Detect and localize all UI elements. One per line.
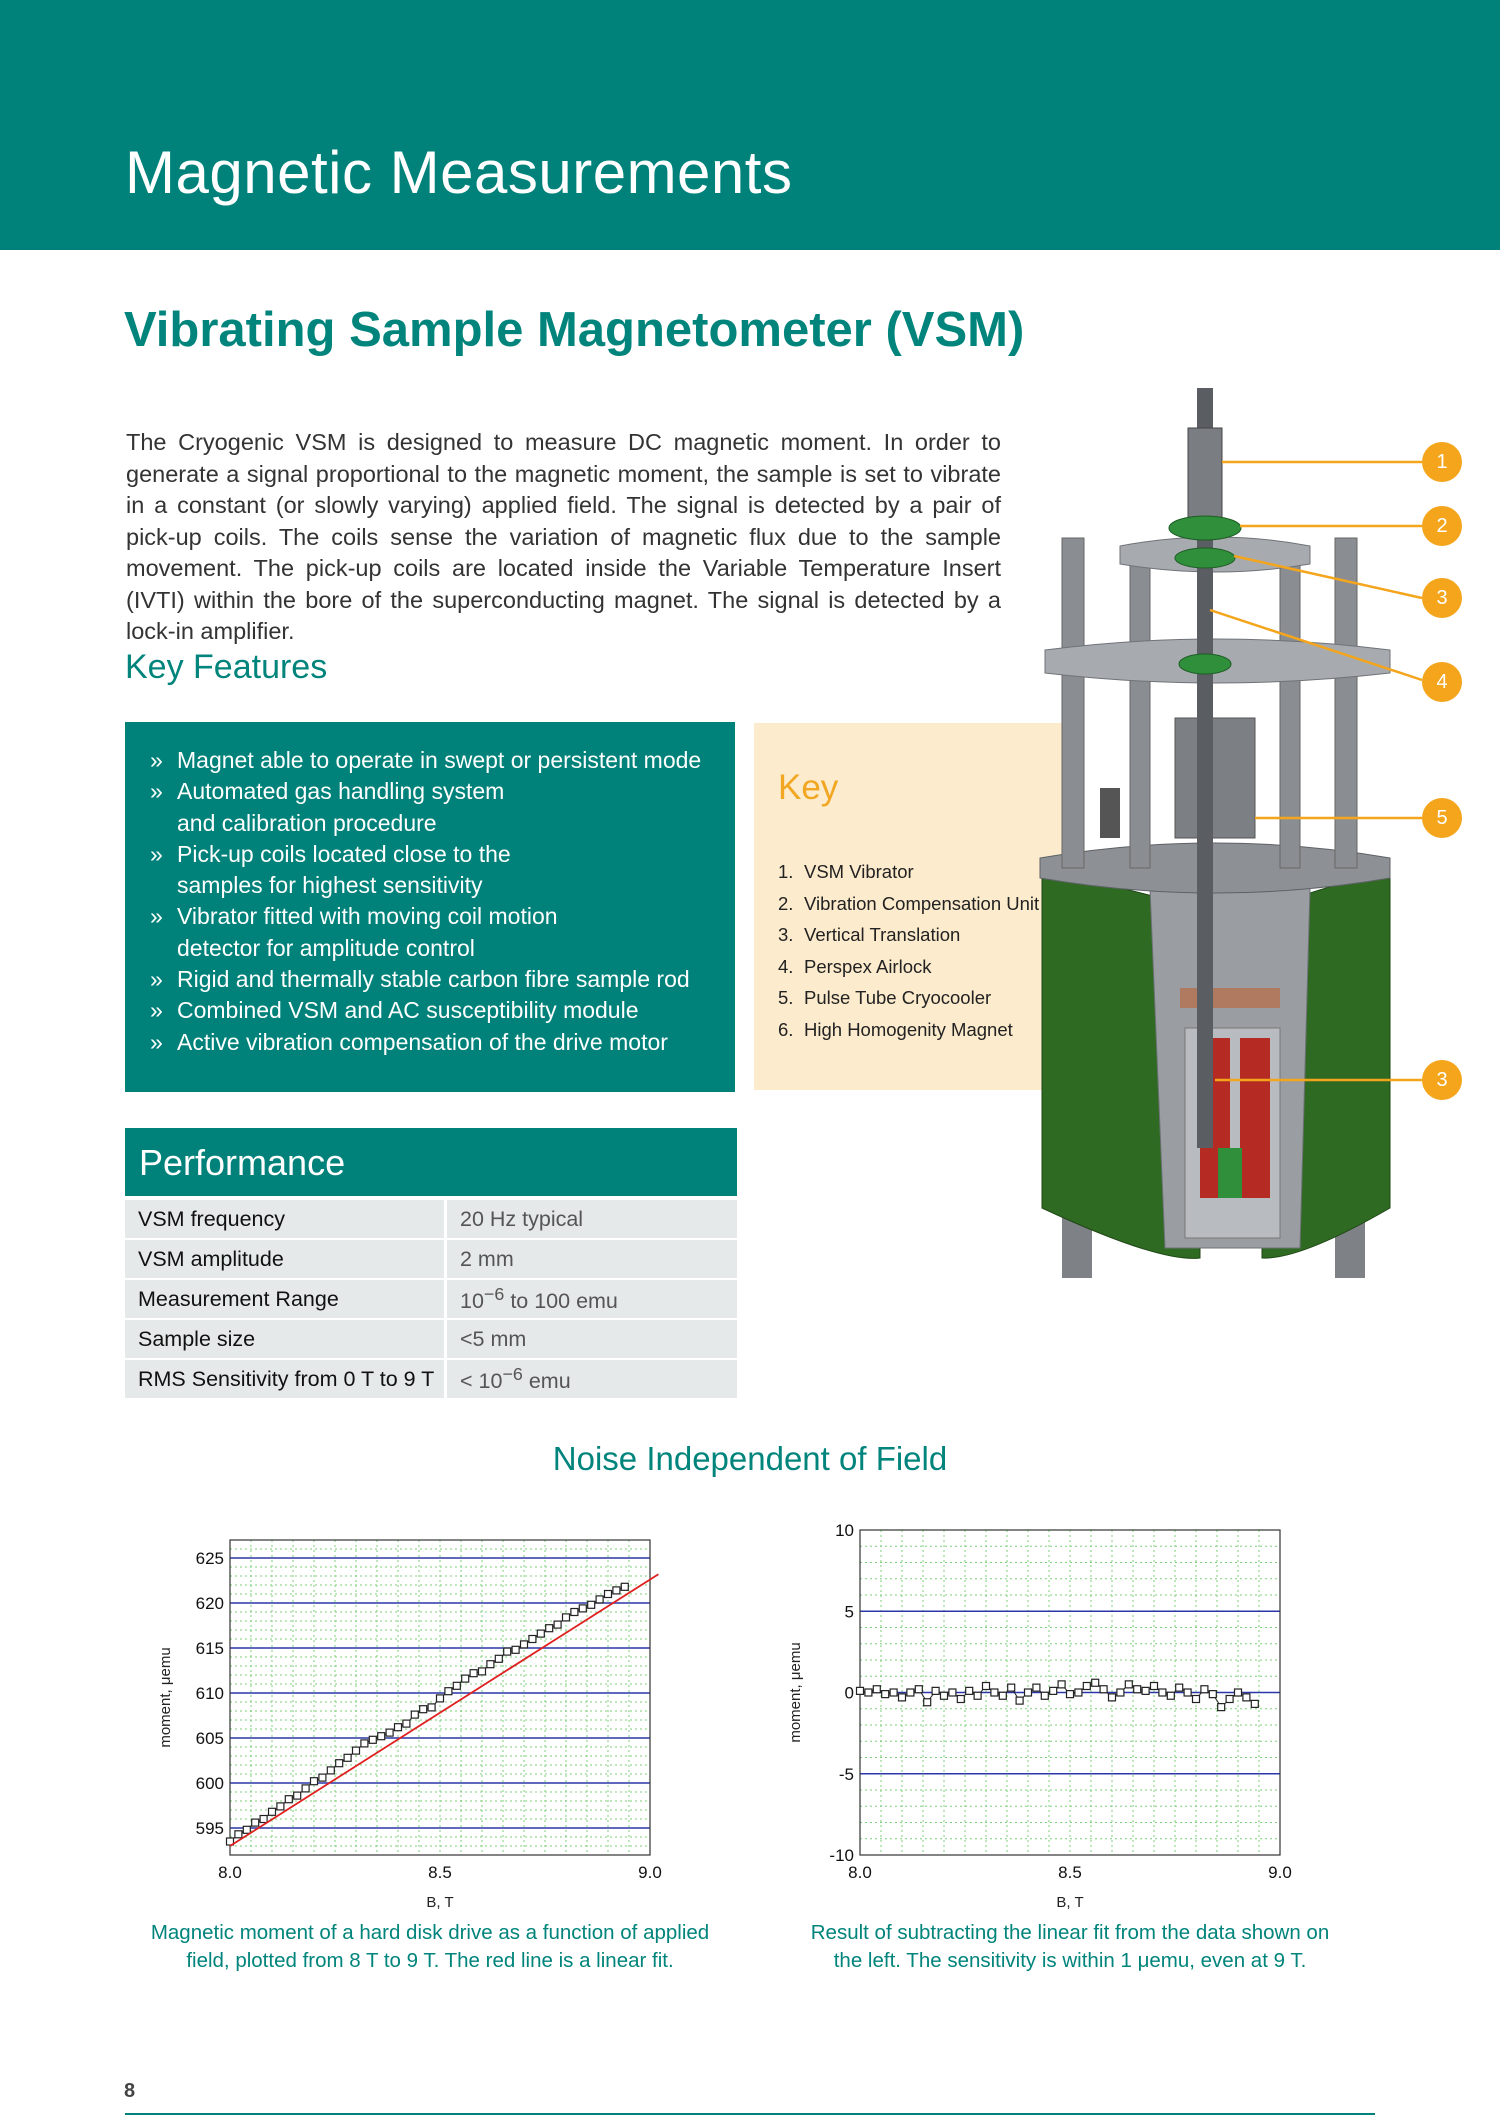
data-point — [1218, 1704, 1225, 1711]
performance-value: 20 Hz typical — [447, 1200, 737, 1238]
key-feature-item — [150, 839, 730, 902]
x-tick-label: 8.0 — [218, 1863, 242, 1882]
data-point — [1075, 1689, 1082, 1696]
performance-row — [125, 1280, 737, 1318]
y-tick-label: -10 — [829, 1846, 854, 1865]
performance-row — [125, 1360, 737, 1398]
data-point — [529, 1636, 536, 1643]
data-point — [395, 1724, 402, 1731]
x-axis-label: B, T — [426, 1894, 454, 1911]
data-point — [1117, 1689, 1124, 1696]
data-point — [1016, 1697, 1023, 1704]
data-point — [571, 1609, 578, 1616]
key-feature-item — [150, 776, 730, 839]
y-tick-label: 600 — [195, 1774, 224, 1793]
bullet-icon: » — [150, 840, 163, 867]
callout-line — [1234, 556, 1422, 598]
performance-value: 2 mm — [447, 1240, 737, 1278]
key-item-number: 3. — [778, 924, 794, 945]
data-point — [1201, 1686, 1208, 1693]
data-point — [999, 1692, 1006, 1699]
y-tick-label: 605 — [195, 1729, 224, 1748]
y-tick-label: -5 — [838, 1764, 854, 1784]
data-point — [243, 1826, 250, 1833]
y-tick-label: 610 — [195, 1684, 224, 1703]
data-point — [1092, 1679, 1099, 1686]
key-item-label: Vertical Translation — [804, 924, 961, 945]
data-point — [1067, 1691, 1074, 1698]
y-tick-label: 625 — [195, 1549, 224, 1568]
data-point — [857, 1687, 864, 1694]
data-point — [487, 1661, 494, 1668]
callout-badge: 2 — [1422, 506, 1462, 546]
key-feature-item — [150, 995, 730, 1026]
key-feature-text: Combined VSM and AC susceptibility module — [177, 997, 639, 1024]
performance-row — [125, 1200, 737, 1238]
y-axis-label: moment, μemu — [787, 1642, 804, 1743]
data-point — [1209, 1691, 1216, 1698]
data-point — [386, 1729, 393, 1736]
data-point — [924, 1699, 931, 1706]
data-point — [504, 1648, 511, 1655]
footer-rule — [125, 2113, 1375, 2115]
data-point — [966, 1687, 973, 1694]
data-point — [563, 1614, 570, 1621]
key-feature-item — [150, 901, 730, 964]
key-item-number: 6. — [778, 1018, 794, 1040]
data-point — [899, 1694, 906, 1701]
data-point — [1176, 1684, 1183, 1691]
data-point — [1008, 1684, 1015, 1691]
performance-label: Measurement Range — [125, 1280, 447, 1318]
data-point — [462, 1675, 469, 1682]
y-tick-label: 10 — [835, 1521, 854, 1540]
data-point — [1033, 1684, 1040, 1691]
key-feature-item — [150, 1027, 730, 1058]
bullet-icon: » — [150, 747, 163, 773]
data-point — [369, 1736, 376, 1743]
data-point — [613, 1587, 620, 1594]
y-axis-label: moment, μemu — [157, 1647, 174, 1748]
key-item-label: VSM Vibrator — [804, 861, 914, 882]
key-item-label: Perspex Airlock — [804, 955, 932, 977]
x-tick-label: 8.0 — [848, 1863, 872, 1882]
callout-badge: 3 — [1422, 578, 1462, 618]
data-point — [453, 1682, 460, 1689]
data-point — [1083, 1683, 1090, 1690]
data-point — [353, 1747, 360, 1754]
intro-paragraph: The Cryogenic VSM is designed to measure DC magnetic moment. In order to generate a signal proportional to the magnetic moment, the sample is set to vibrate in a constant (or slowly varying) applied field. The signal is detected by a pair of pick-up coils. The coils sense the variation of magnetic flux due to the sample movement. The pick-up coils are located inside the Variable Temperature Insert (IVTI) within the bore of the superconducting magnet. The signal is detected by a lock-in amplifier. — [126, 429, 1001, 644]
performance-value: $10^{-6}$ to 100 emu — [447, 1280, 737, 1318]
data-point — [974, 1692, 981, 1699]
key-item-number: 1. — [778, 861, 794, 882]
data-point — [554, 1621, 561, 1628]
performance-label: VSM frequency — [125, 1200, 447, 1238]
key-item-number: 5. — [778, 987, 794, 1008]
bullet-icon: » — [150, 997, 163, 1024]
page-header — [0, 0, 1500, 250]
moment-vs-field-chart — [150, 1510, 680, 1910]
y-tick-label: 615 — [195, 1639, 224, 1658]
key-feature-text: Automated gas handling system — [177, 778, 505, 805]
key-title: Key — [778, 768, 839, 807]
key-feature-text: Pick-up coils located close to the — [177, 840, 511, 867]
data-point — [319, 1774, 326, 1781]
data-point — [957, 1696, 964, 1703]
data-point — [588, 1601, 595, 1608]
key-item-number: 4. — [778, 955, 794, 977]
data-point — [1058, 1681, 1065, 1688]
data-point — [605, 1591, 612, 1598]
page-header-title: Magnetic Measurements — [125, 139, 793, 206]
data-point — [378, 1733, 385, 1740]
fit-line — [230, 1574, 658, 1846]
bullet-icon: » — [150, 903, 163, 930]
data-point — [512, 1646, 519, 1653]
key-feature-text: Vibrator fitted with moving coil motion — [177, 903, 558, 930]
y-tick-label: 620 — [195, 1594, 224, 1613]
callout-badge: 1 — [1422, 442, 1462, 482]
x-tick-label: 9.0 — [638, 1863, 662, 1882]
data-point — [1235, 1689, 1242, 1696]
caption-left-line: field, plotted from 8 T to 9 T. The red line is a linear fit. — [186, 1949, 674, 1972]
data-point — [420, 1706, 427, 1713]
data-point — [294, 1792, 301, 1799]
y-tick-label: 595 — [195, 1819, 224, 1838]
key-item-label: High Homogenity Magnet — [804, 1018, 1013, 1040]
data-point — [1041, 1692, 1048, 1699]
x-tick-label: 8.5 — [1058, 1863, 1082, 1882]
charts-heading: Noise Independent of Field — [552, 1440, 948, 1477]
data-point — [1142, 1687, 1149, 1694]
data-point — [336, 1760, 343, 1767]
callout-badge: 4 — [1422, 662, 1462, 702]
key-feature-text: Active vibration compensation of the drive motor — [177, 1028, 668, 1055]
callout-line — [1210, 610, 1422, 680]
caption-right-line: Result of subtracting the linear fit from the data shown on — [810, 1921, 1330, 1944]
data-point — [311, 1778, 318, 1785]
data-point — [277, 1803, 284, 1810]
data-point — [269, 1808, 276, 1815]
data-point — [445, 1688, 452, 1695]
bullet-icon: » — [150, 1028, 163, 1055]
data-point — [1226, 1696, 1233, 1703]
y-tick-label: 5 — [844, 1602, 854, 1622]
x-tick-label: 8.5 — [428, 1863, 452, 1882]
key-feature-item — [150, 745, 730, 776]
data-point — [890, 1689, 897, 1696]
data-point — [1125, 1681, 1132, 1688]
data-point — [495, 1655, 502, 1662]
data-point — [1167, 1692, 1174, 1699]
data-point — [949, 1689, 956, 1696]
data-point — [983, 1683, 990, 1690]
bullet-icon: » — [150, 966, 163, 993]
data-point — [437, 1695, 444, 1702]
data-point — [621, 1583, 628, 1590]
x-tick-label: 9.0 — [1268, 1863, 1292, 1882]
key-feature-text: and calibration procedure — [177, 809, 437, 836]
data-point — [1251, 1700, 1258, 1707]
performance-value: < $10^{-6}$ emu — [447, 1360, 737, 1398]
y-tick-label: 0 — [844, 1683, 854, 1703]
data-point — [882, 1691, 889, 1698]
data-point — [1050, 1687, 1057, 1694]
performance-label: VSM amplitude — [125, 1240, 447, 1278]
data-point — [1184, 1689, 1191, 1696]
data-point — [537, 1630, 544, 1637]
data-point — [1109, 1694, 1116, 1701]
performance-row — [125, 1240, 737, 1278]
key-feature-text: Magnet able to operate in swept or persistent mode — [177, 747, 702, 773]
key-item-label: Vibration Compensation Unit — [804, 892, 1040, 914]
data-point — [403, 1720, 410, 1727]
performance-value: <5 mm — [447, 1320, 737, 1358]
data-point — [873, 1686, 880, 1693]
data-point — [1243, 1694, 1250, 1701]
caption-right — [800, 1919, 1340, 1975]
caption-right-line: the left. The sensitivity is within 1 μemu, even at 9 T. — [833, 1949, 1307, 1972]
data-point — [1159, 1689, 1166, 1696]
bullet-icon: » — [150, 778, 163, 805]
data-point — [411, 1711, 418, 1718]
x-axis-label: B, T — [1056, 1894, 1084, 1911]
performance-label: RMS Sensitivity from 0 T to 9 T — [125, 1360, 447, 1398]
data-point — [941, 1692, 948, 1699]
data-point — [302, 1785, 309, 1792]
data-point — [596, 1596, 603, 1603]
data-point — [479, 1668, 486, 1675]
data-point — [327, 1767, 334, 1774]
performance-table — [125, 1198, 737, 1400]
key-item-number: 2. — [778, 892, 794, 914]
data-point — [1100, 1686, 1107, 1693]
data-point — [361, 1740, 368, 1747]
data-point — [546, 1625, 553, 1632]
data-point — [470, 1670, 477, 1677]
data-point — [344, 1754, 351, 1761]
data-point — [1025, 1689, 1032, 1696]
data-point — [235, 1831, 242, 1838]
callouts — [1000, 388, 1470, 1108]
data-point — [428, 1704, 435, 1711]
callout-badge: 3 — [1422, 1060, 1462, 1100]
data-point — [1193, 1696, 1200, 1703]
pickup-coil — [1218, 1148, 1242, 1198]
data-point — [252, 1819, 259, 1826]
data-point — [991, 1689, 998, 1696]
key-feature-text: detector for amplitude control — [177, 934, 475, 961]
data-point — [579, 1605, 586, 1612]
key-features-list — [150, 745, 730, 1058]
data-point — [915, 1686, 922, 1693]
caption-left — [140, 1919, 720, 1975]
page-number: 8 — [124, 2080, 136, 2102]
section-title: Vibrating Sample Magnetometer (VSM) — [124, 303, 1025, 357]
key-features-title: Key Features — [125, 648, 328, 686]
data-point — [285, 1796, 292, 1803]
key-feature-text: samples for highest sensitivity — [177, 872, 483, 899]
key-feature-text: Rigid and thermally stable carbon fibre sample rod — [177, 966, 690, 993]
performance-row — [125, 1320, 737, 1358]
residual-chart — [787, 1510, 1320, 1911]
performance-label: Sample size — [125, 1320, 447, 1358]
data-point — [932, 1687, 939, 1694]
key-feature-item — [150, 964, 730, 995]
performance-title: Performance — [139, 1142, 346, 1183]
data-point — [1134, 1686, 1141, 1693]
key-item-label: Pulse Tube Cryocooler — [804, 987, 992, 1008]
data-point — [260, 1816, 267, 1823]
callout-badge: 5 — [1422, 798, 1462, 838]
data-point — [865, 1689, 872, 1696]
data-point — [1151, 1683, 1158, 1690]
data-point — [521, 1641, 528, 1648]
data-point — [907, 1689, 914, 1696]
caption-left-line: Magnetic moment of a hard disk drive as a function of applied — [150, 1921, 710, 1944]
